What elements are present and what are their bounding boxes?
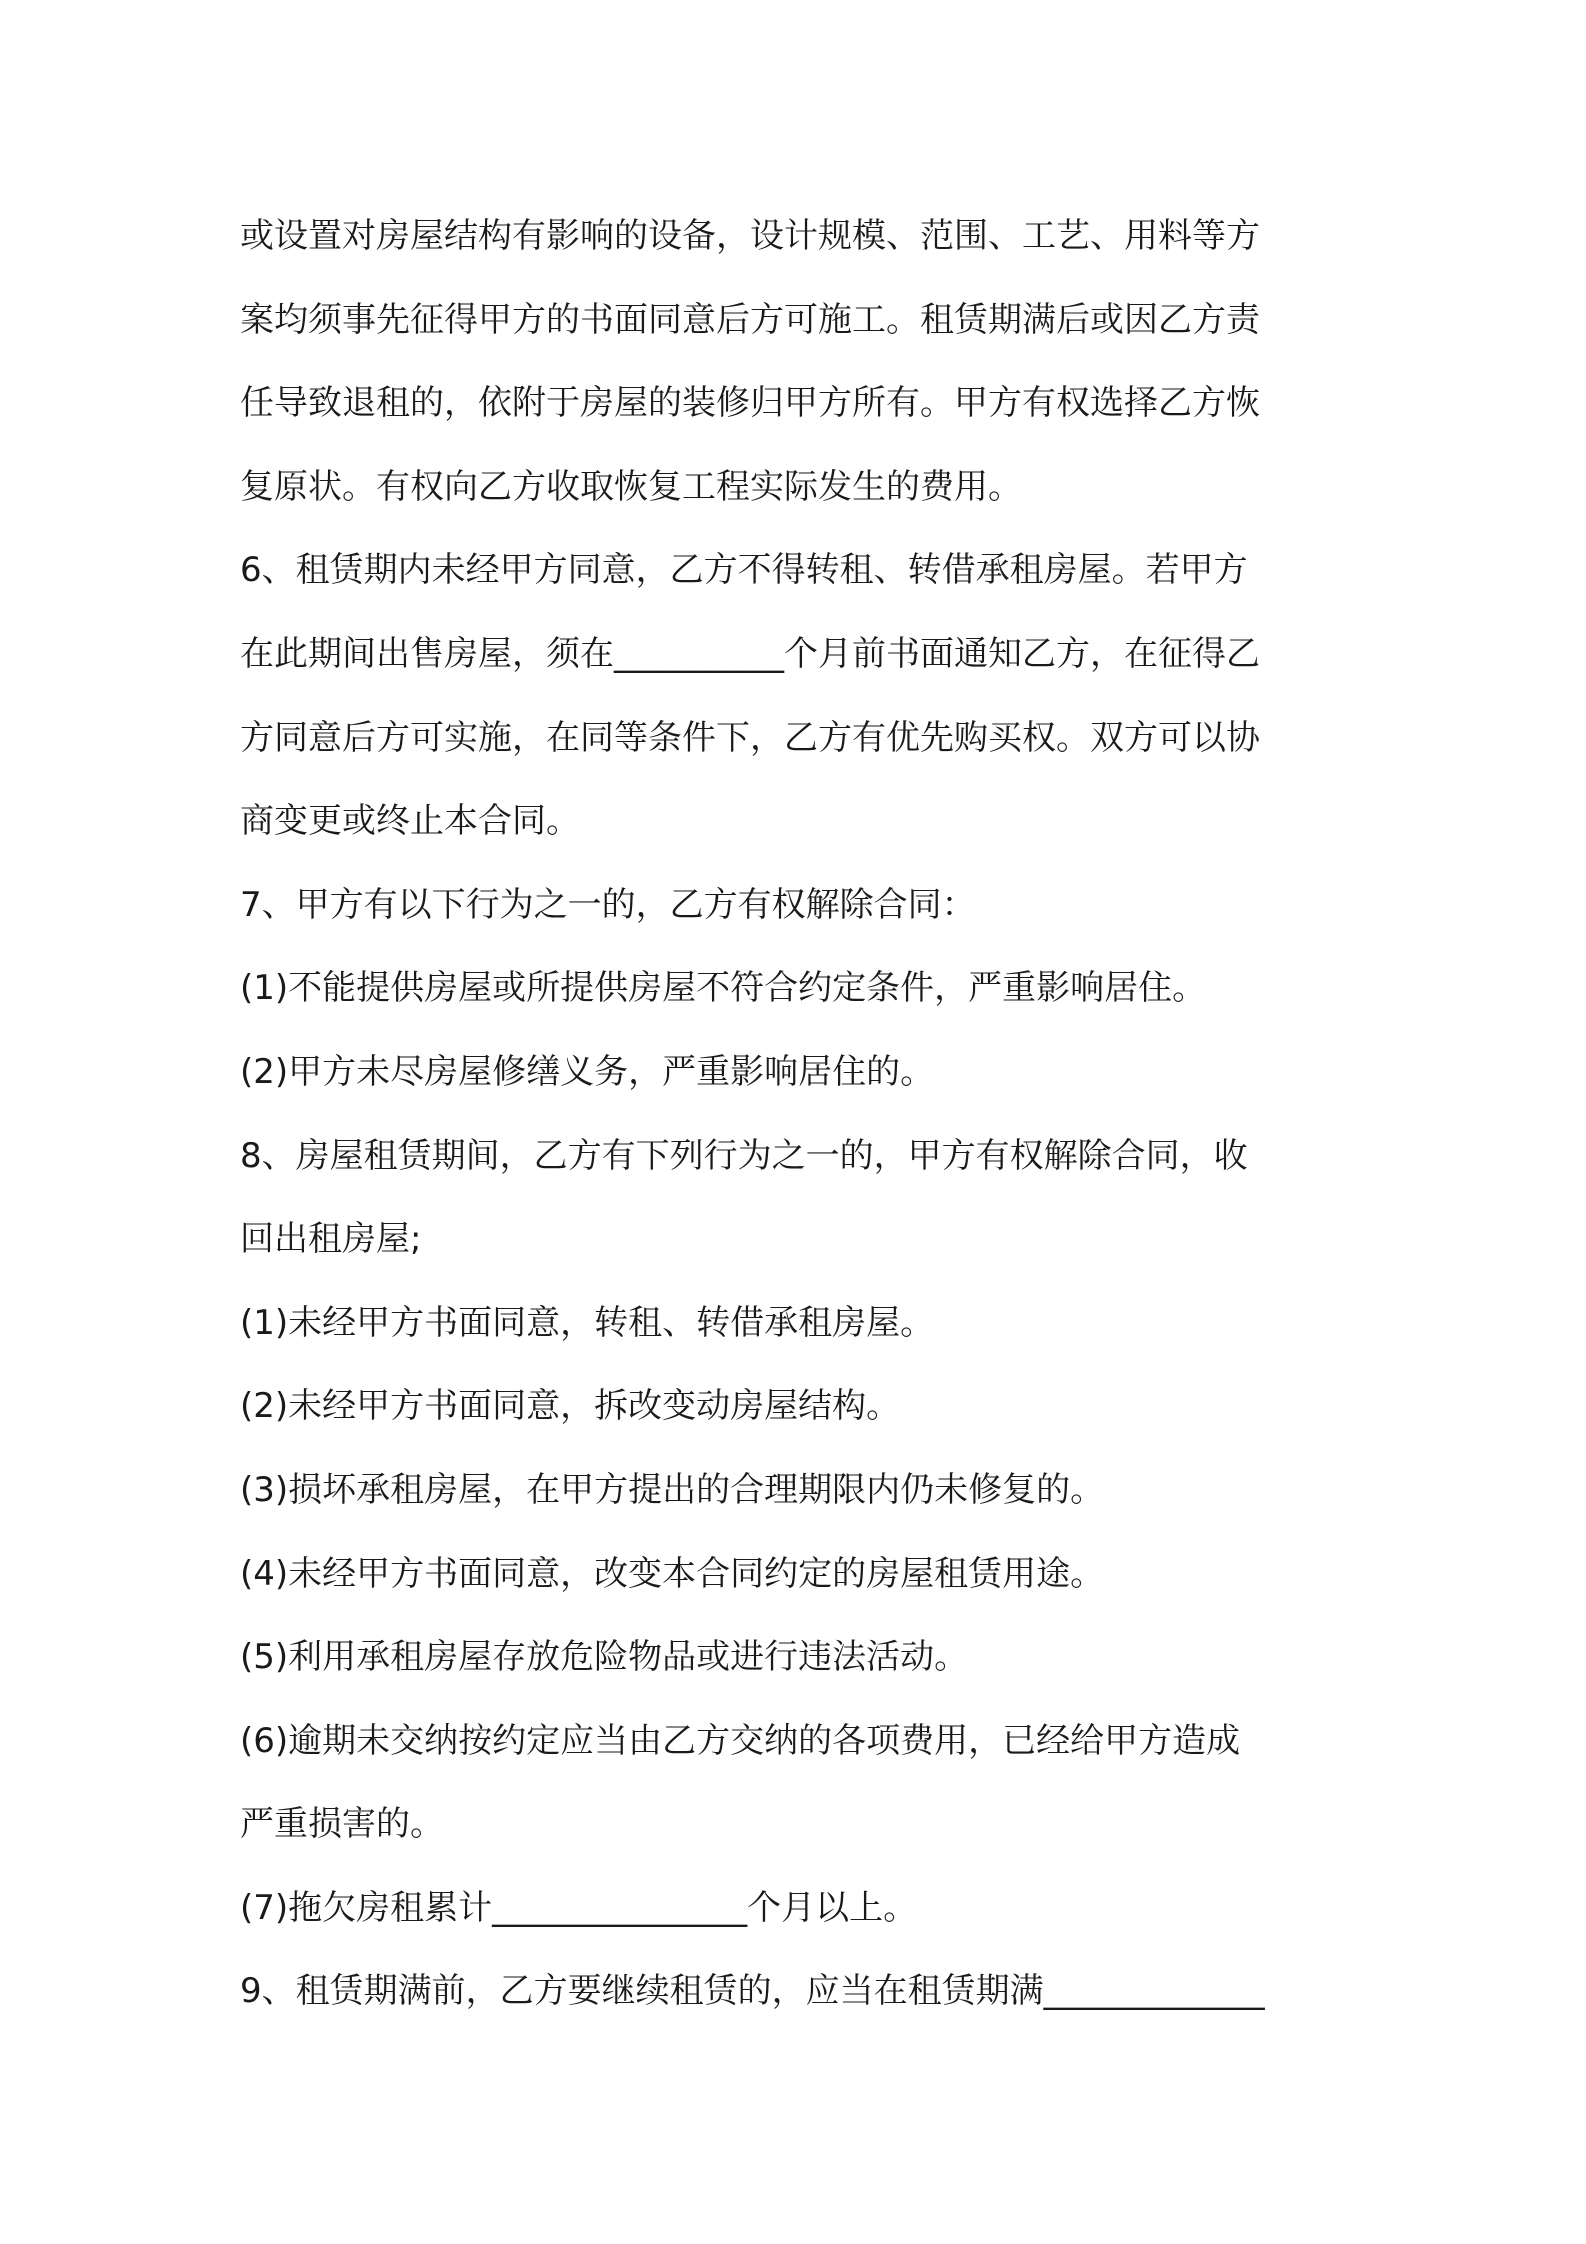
text-line: 严重损害的。 bbox=[240, 1804, 444, 1845]
text-line: 在此期间出售房屋，须在__________个月前书面通知乙方，在征得乙 bbox=[240, 633, 1260, 674]
clause-8-item-5: (5)利用承租房屋存放危险物品或进行违法活动。 bbox=[240, 1637, 969, 1678]
clause-7-line: 7、甲方有以下行为之一的，乙方有权解除合同： bbox=[240, 884, 976, 925]
clause-8-item-4: (4)未经甲方书面同意，改变本合同约定的房屋租赁用途。 bbox=[240, 1553, 1105, 1594]
text-line: 方同意后方可实施，在同等条件下，乙方有优先购买权。双方可以协 bbox=[240, 717, 1260, 758]
clause-9-line: 9、租赁期满前，乙方要继续租赁的，应当在租赁期满_____________ bbox=[240, 1971, 1265, 2012]
text-line: 案均须事先征得甲方的书面同意后方可施工。租赁期满后或因乙方责 bbox=[240, 299, 1260, 340]
clause-7-item-2: (2)甲方未尽房屋修缮义务，严重影响居住的。 bbox=[240, 1051, 935, 1092]
clause-8-item-6: (6)逾期未交纳按约定应当由乙方交纳的各项费用，已经给甲方造成 bbox=[240, 1720, 1241, 1761]
clause-8-item-7: (7)拖欠房租累计_______________个月以上。 bbox=[240, 1887, 918, 1928]
clause-8-item-3: (3)损坏承租房屋，在甲方提出的合理期限内仍未修复的。 bbox=[240, 1469, 1105, 1510]
clause-6-line: 6、租赁期内未经甲方同意，乙方不得转租、转借承租房屋。若甲方 bbox=[240, 550, 1248, 591]
text-line: 或设置对房屋结构有影响的设备，设计规模、范围、工艺、用料等方 bbox=[240, 216, 1260, 256]
text-line: 商变更或终止本合同。 bbox=[240, 801, 580, 842]
clause-7-item-1: (1)不能提供房屋或所提供房屋不符合约定条件，严重影响居住。 bbox=[240, 968, 1207, 1009]
document-body bbox=[240, 195, 1360, 2034]
clause-8-item-1: (1)未经甲方书面同意，转租、转借承租房屋。 bbox=[240, 1302, 935, 1343]
clause-8-line: 8、房屋租赁期间，乙方有下列行为之一的，甲方有权解除合同，收 bbox=[240, 1135, 1248, 1176]
text-line: 复原状。有权向乙方收取恢复工程实际发生的费用。 bbox=[240, 466, 1022, 507]
clause-8-item-2: (2)未经甲方书面同意，拆改变动房屋结构。 bbox=[240, 1386, 901, 1427]
text-line: 任导致退租的，依附于房屋的装修归甲方所有。甲方有权选择乙方恢 bbox=[240, 383, 1260, 424]
text-line: 回出租房屋; bbox=[240, 1219, 422, 1260]
